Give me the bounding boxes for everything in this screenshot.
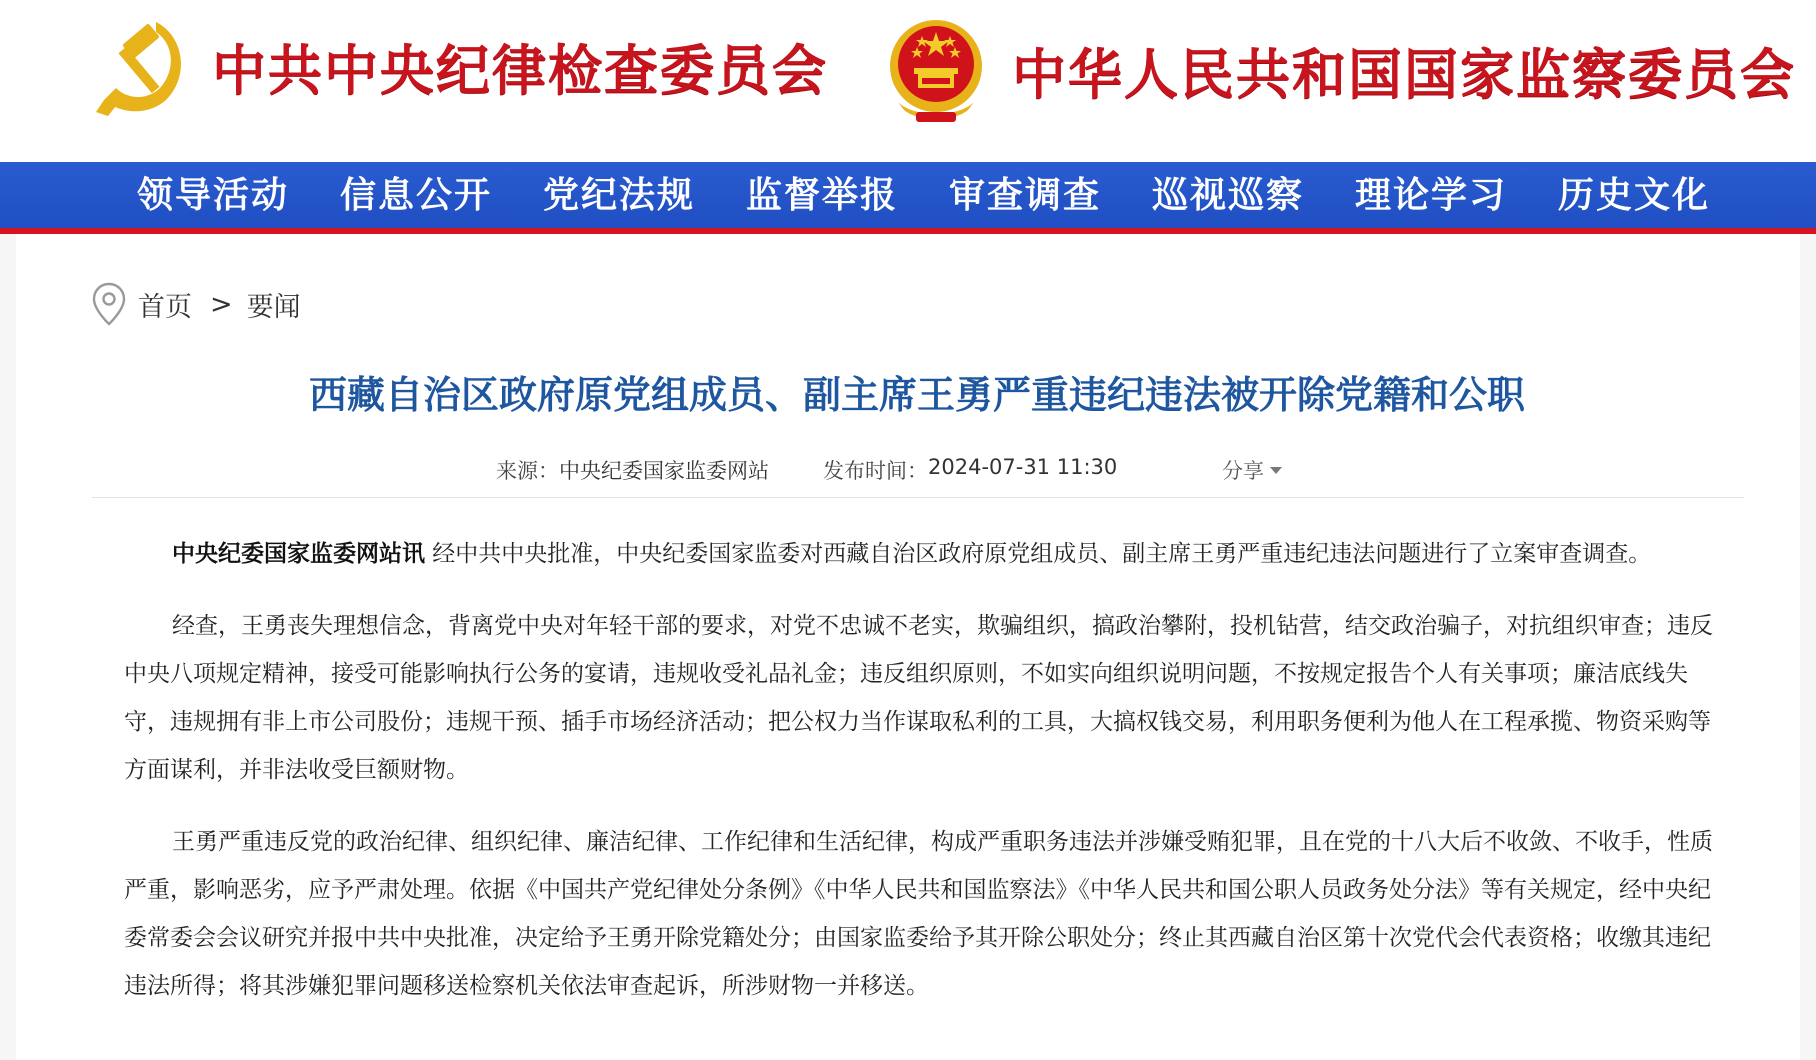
- ccdi-title: 中共中央纪律检查委员会: [212, 37, 828, 102]
- main-nav: [0, 162, 1816, 234]
- article-body: [124, 530, 1714, 1034]
- source-label: 来源：: [496, 459, 559, 483]
- national-emblem-icon: [884, 14, 988, 126]
- breadcrumb-current[interactable]: 要闻: [246, 291, 301, 323]
- time-label: 发布时间：: [823, 459, 928, 483]
- article-meta: [496, 455, 1117, 485]
- lead-dateline: 中央纪委国家监委网站讯: [172, 541, 425, 567]
- article-paragraph: [124, 530, 1714, 578]
- nsc-brand[interactable]: [884, 14, 1796, 126]
- nav-item-regulations[interactable]: 党纪法规: [543, 174, 696, 216]
- nav-item-supervision[interactable]: 监督举报: [746, 174, 899, 216]
- ccdi-brand[interactable]: [94, 14, 828, 118]
- publish-time: 2024-07-31 11:30: [928, 455, 1118, 479]
- party-emblem-icon: [94, 14, 190, 118]
- nav-item-theory[interactable]: 理论学习: [1355, 174, 1508, 216]
- article-paragraph: 王勇严重违反党的政治纪律、组织纪律、廉洁纪律、工作纪律和生活纪律，构成严重职务违法并涉嫌受贿犯罪，且在党的十八大后不收敛、不收手，性质严重，影响恶劣，应予严肃处理。依据《中国共产党纪律处分条例》《中华人民共和国监察法》《中华人民共和国公职人员政务处分法》等有关规定，经中央纪委常委会会议研究并报中共中央批准，决定给予王勇开除党籍处分；由国家监委给予其开除公职处分；终止其西藏自治区第十次党代会代表资格；收缴其违纪违法所得；将其涉嫌犯罪问题移送检察机关依法审查起诉，所涉财物一并移送。: [124, 829, 1713, 999]
- nav-item-investigation[interactable]: 审查调查: [949, 174, 1102, 216]
- location-pin-icon: [92, 282, 126, 326]
- article-paragraph: 经查，王勇丧失理想信念，背离党中央对年轻干部的要求，对党不忠诚不老实，欺骗组织，搞政治攀附，投机钻营，结交政治骗子，对抗组织审查；违反中央八项规定精神，接受可能影响执行公务的宴请，违规收受礼品礼金；违反组织原则，不如实向组织说明问题，不按规定报告个人有关事项；廉洁底线失守，违规拥有非上市公司股份；违规干预、插手市场经济活动；把公权力当作谋取私利的工具，大搞权钱交易，利用职务便利为他人在工程承揽、物资采购等方面谋利，并非法收受巨额财物。: [124, 613, 1713, 783]
- meta-divider: [92, 497, 1744, 498]
- paragraph-text: 经中共中央批准，中央纪委国家监委对西藏自治区政府原党组成员、副主席王勇严重违纪违法问题进行了立案审查调查。: [425, 541, 1652, 567]
- breadcrumb: [92, 282, 301, 326]
- nav-item-information[interactable]: 信息公开: [340, 174, 493, 216]
- share-button[interactable]: [1222, 455, 1282, 485]
- nav-item-inspection[interactable]: 巡视巡察: [1152, 174, 1305, 216]
- nav-item-leadership[interactable]: 领导活动: [137, 174, 290, 216]
- source-value: 中央纪委国家监委网站: [559, 459, 769, 483]
- nav-item-history[interactable]: 历史文化: [1558, 174, 1711, 216]
- article-title: 西藏自治区政府原党组成员、副主席王勇严重违纪违法被开除党籍和公职: [308, 373, 1525, 417]
- left-gutter: [0, 234, 16, 1060]
- breadcrumb-separator: >: [210, 288, 233, 320]
- breadcrumb-home[interactable]: 首页: [138, 291, 192, 323]
- nav-list: [137, 162, 1761, 228]
- site-header: [0, 0, 1816, 162]
- share-label: 分享: [1222, 459, 1264, 483]
- right-gutter: [1800, 234, 1816, 1060]
- caret-down-icon: [1270, 467, 1282, 474]
- nsc-title: 中华人民共和国国家监察委员会: [1012, 41, 1796, 106]
